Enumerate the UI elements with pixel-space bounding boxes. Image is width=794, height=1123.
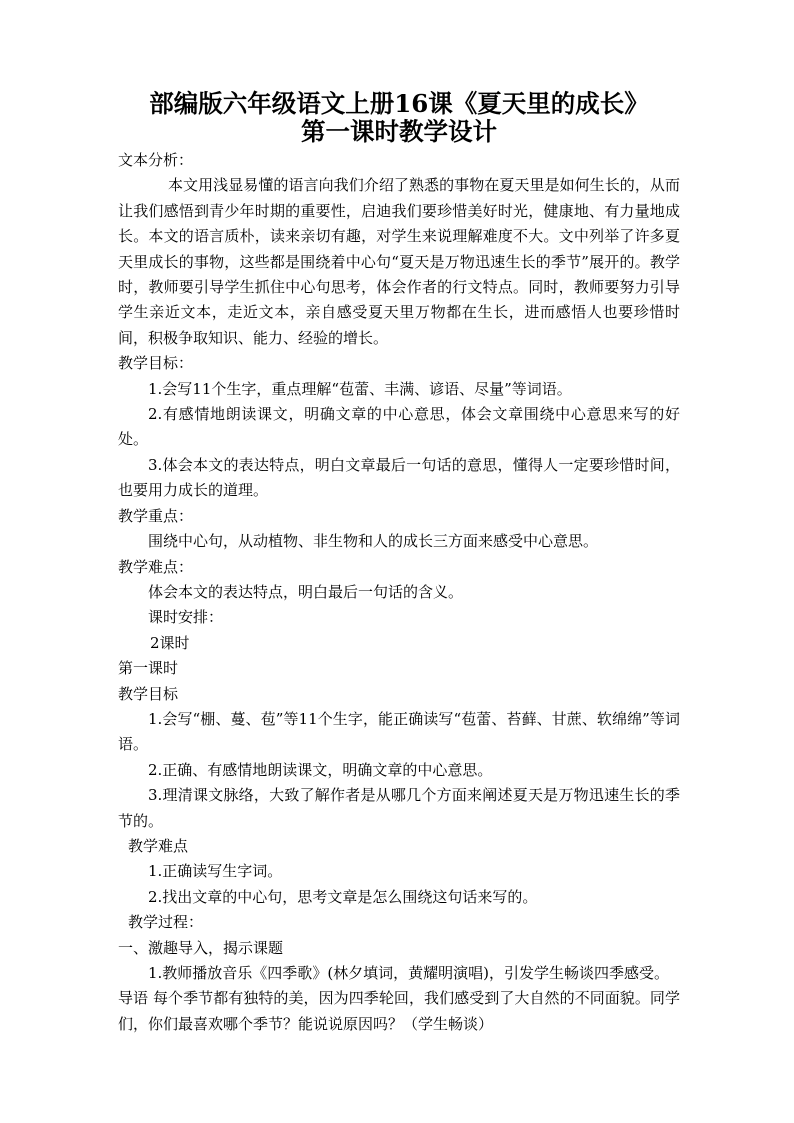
- schedule-heading: 课时安排：: [148, 608, 224, 627]
- key-points-text: 围绕中心句，从动植物、非生物和人的成长三方面来感受中心意思。: [148, 532, 599, 551]
- lesson1-difficulty-1: 1.正确读写生字词。: [148, 862, 283, 881]
- lesson1-objectives-heading: 教学目标: [118, 684, 179, 703]
- difficulties-heading: 教学难点：: [118, 557, 194, 576]
- step1-heading: 一、激趣导入，揭示课题: [118, 938, 284, 957]
- lesson1-objective-3: 3.理清课文脉络，大致了解作者是从哪几个方面来阐述夏天是万物迅速生长的季节的。: [118, 786, 680, 830]
- objective-item-2: 2.有感情地朗读课文，明确文章的中心意思，体会文章围绕中心意思来写的好处。: [118, 405, 680, 449]
- lesson1-difficulty-2: 2.找出文章的中心句，思考文章是怎么围绕这句话来写的。: [148, 887, 538, 906]
- step1-item: 1.教师播放音乐《四季歌》(林夕填词，黄耀明演唱)，引发学生畅谈四季感受。: [148, 964, 670, 982]
- text-analysis-paragraph: 本文用浅显易懂的语言向我们介绍了熟悉的事物在夏天里是如何生长的，从而让我们感悟到青少年时期的重要性，启迪我们要珍惜美好时光，健康地、有力量地成长。本文的语言质朴，读来亲切有趣，对学生来说理解难度不大。文中列举了许多夏天里成长的事物，这些都是围绕着中心句“夏天是万物迅速生长的季节”展开的。教学时，教师要引导学生抓住中心句思考，体会作者的行文特点。同时，教师要努力引导学生亲近文本，走近文本，亲自感受夏天里万物都在生长，进而感悟人也要珍惜时间，积极争取知识、能力、经验的增长。: [118, 176, 680, 347]
- objectives-heading: 教学目标：: [118, 354, 194, 373]
- document-title-line1: 部编版六年级语文上册16课《夏天里的成长》: [149, 89, 649, 118]
- lesson1-heading: 第一课时: [118, 659, 179, 678]
- lesson1-objective-1: 1.会写“棚、蔓、苞”等11个生字，能正确读写“苞蕾、苔藓、甘蔗、软绵绵”等词语。: [118, 709, 680, 754]
- lesson1-objective-2: 2.正确、有感情地朗读课文，明确文章的中心意思。: [148, 760, 493, 779]
- document-body: [118, 148, 680, 1037]
- document-page: [118, 90, 680, 1037]
- objective-item-3: 3.体会本文的表达特点，明白文章最后一句话的意思，懂得人一定要珍惜时间，也要用力成长的道理。: [118, 455, 680, 500]
- lesson1-difficulties-heading: 教学难点: [128, 836, 189, 855]
- intro-text: 导语 每个季节都有独特的美，因为四季轮回，我们感受到了大自然的不同面貌。同学们，你们最喜欢哪个季节？能说说原因吗？（学生畅谈）: [118, 989, 680, 1033]
- process-heading: 教学过程：: [128, 913, 204, 932]
- objective-item-1: 1.会写11个生字，重点理解“苞蕾、丰满、谚语、尽量”等词语。: [148, 379, 572, 398]
- key-points-heading: 教学重点：: [118, 506, 194, 525]
- difficulties-text: 体会本文的表达特点，明白最后一句话的含义。: [148, 582, 464, 601]
- schedule-value: 2课时: [150, 633, 190, 652]
- text-analysis-heading: 文本分析：: [118, 151, 194, 169]
- document-title-line2: 第一课时教学设计: [301, 117, 497, 146]
